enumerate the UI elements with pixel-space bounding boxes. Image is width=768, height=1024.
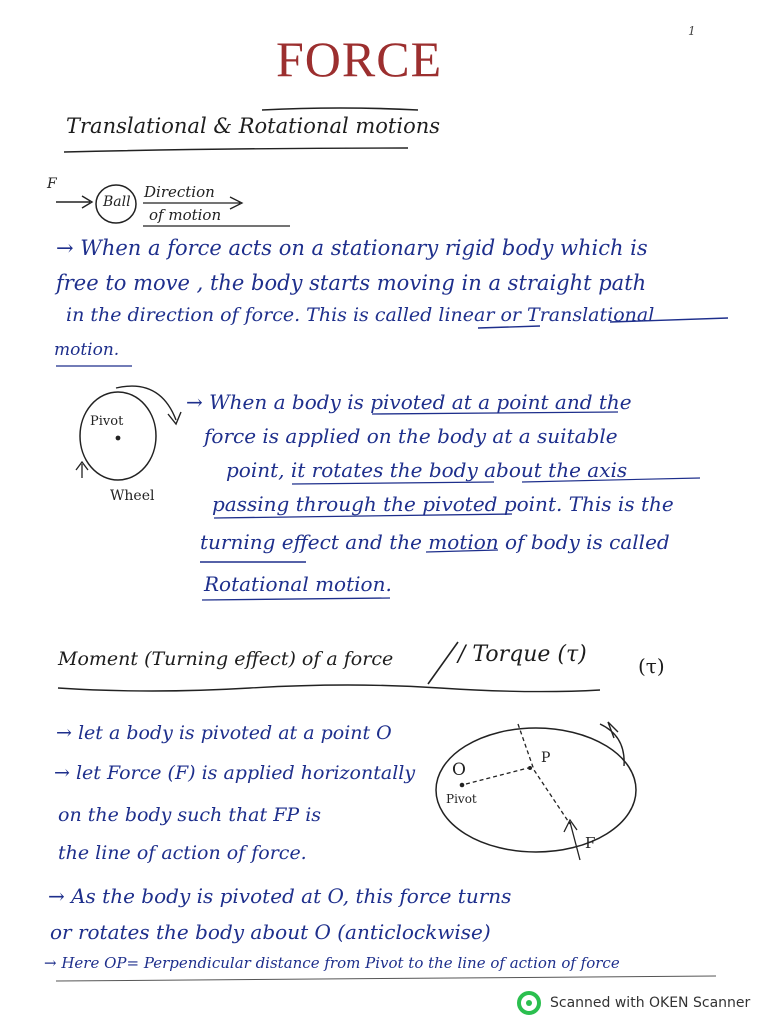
text-line: motion. — [54, 340, 120, 360]
text-line: Rotational motion. — [204, 572, 392, 596]
direction-label: Direction — [144, 183, 215, 201]
diagram-p-label: P — [541, 750, 551, 766]
text-line: on the body such that FP is — [58, 804, 322, 826]
text-line: the line of action of force. — [58, 842, 307, 864]
scanner-watermark — [516, 990, 750, 1016]
text-line: → let a body is pivoted at a point O — [56, 722, 392, 744]
text-line: force is applied on the body at a suitable — [204, 424, 618, 448]
page-mark: 1 — [688, 24, 696, 38]
torque-symbol: (τ) — [638, 654, 665, 678]
diagram-f-label: F — [585, 834, 596, 852]
text-line: → let Force (F) is applied horizontally — [54, 762, 416, 784]
text-line: → Here OP= Perpendicular distance from Pivot to the line of action of force — [44, 954, 620, 972]
diagram-pivot-label: Pivot — [446, 792, 477, 806]
force-label: F — [47, 176, 57, 192]
heading-torque: / Torque (τ) — [458, 642, 587, 667]
text-line: point, it rotates the body about the axis — [226, 458, 628, 482]
wheel-label: Wheel — [110, 488, 155, 504]
text-line: free to move , the body starts moving in a straight path — [56, 271, 647, 295]
oken-logo-icon — [516, 990, 542, 1016]
text-line: passing through the pivoted point. This is the — [212, 492, 674, 516]
scanner-text: Scanned with OKEN Scanner — [550, 995, 751, 1011]
text-line: → As the body is pivoted at O, this force turns — [48, 884, 512, 908]
ball-label: Ball — [103, 194, 131, 210]
text-line: → When a body is pivoted at a point and the — [186, 390, 632, 414]
heading-translational-rotational: Translational & Rotational motions — [66, 114, 441, 138]
text-line: turning effect and the motion of body is called — [200, 530, 670, 554]
direction-label-2: of motion — [149, 206, 222, 224]
page-title: FORCE — [276, 31, 443, 87]
heading-moment-of-force: Moment (Turning effect) of a force — [58, 648, 394, 670]
pivot-label: Pivot — [90, 414, 124, 429]
diagram-o-label: O — [452, 760, 466, 780]
text-line: or rotates the body about O (anticlockwise) — [50, 920, 491, 944]
text-line: in the direction of force. This is called linear or Translational — [66, 304, 655, 326]
text-line: → When a force acts on a stationary rigid body which is — [56, 236, 648, 260]
